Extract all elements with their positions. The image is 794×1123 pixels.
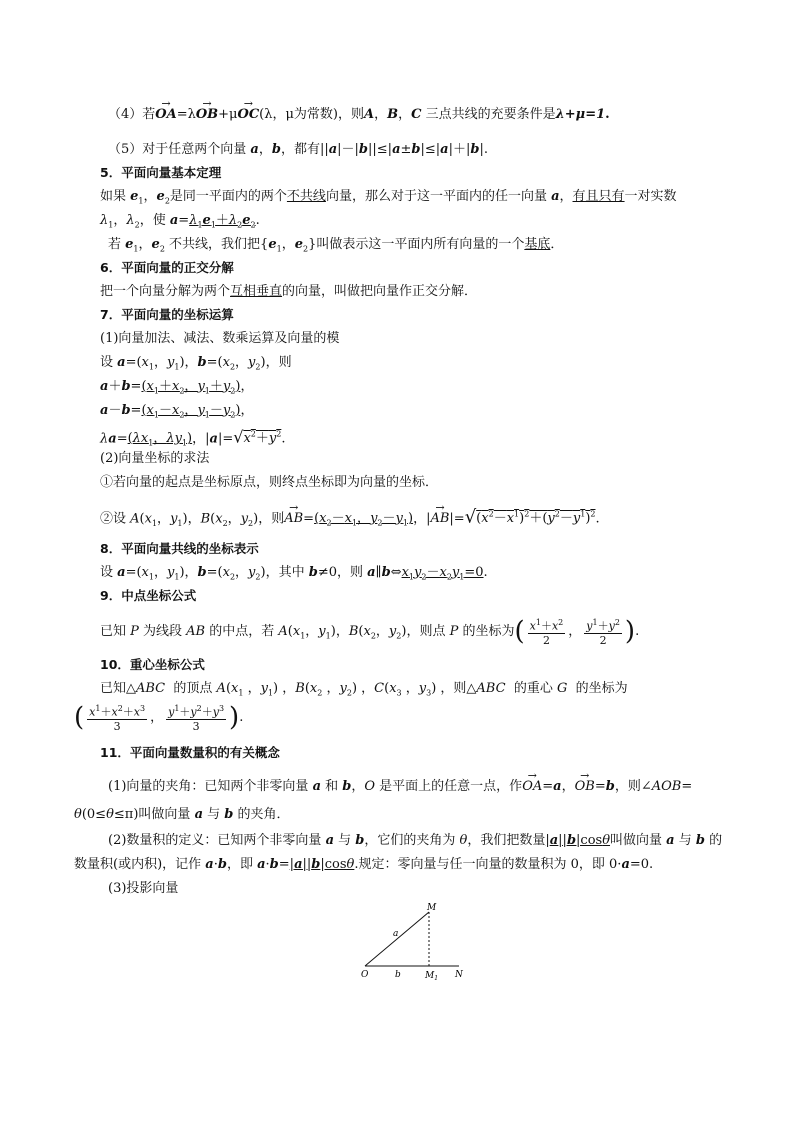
label-b: b xyxy=(395,970,401,980)
para-5b: $\lambda_1$，$\lambda_2$，使 $a=\lambda_1e_1+\lambda_2e_2$. xyxy=(100,213,260,230)
heading-7: 7．平面向量的坐标运算 xyxy=(100,307,234,322)
para-6: 把一个向量分解为两个互相垂直的向量，叫做把向量作正交分解． xyxy=(100,284,478,299)
label-a: a xyxy=(393,929,399,939)
heading-5: 5．平面向量基本定理 xyxy=(100,165,222,180)
para-10a: 已知△ABC 的顶点 $A(x_1$ ，$y_1$) ，$B(x_2$ ，$y_2$) ，$C(x_3$ ，$y_3$) ，则△ABC 的重心 G 的坐标为 xyxy=(100,681,628,698)
para-5c: 若 $e_1$，$e_2$ 不共线，我们把{$e_1$，$e_2$}叫做表示这一平面内所有向量的一个基底． xyxy=(108,237,564,254)
para-11b: θ(0≤θ≤π)叫做向量 a 与 b 的夹角． xyxy=(74,807,290,822)
para-11e: (3)投影向量 xyxy=(108,881,179,896)
para-11d: 数量积(或内积)，记作 a·b，即 a·b=|a||b|cosθ.规定：零向量与任一向量的数量积为 0，即 0·a=0. xyxy=(74,857,654,872)
label-O: O xyxy=(361,970,369,980)
heading-11: 11．平面向量数量积的有关概念 xyxy=(100,745,280,760)
item-5: （5）对于任意两个向量 a，b，都有||a|－|b||≤|a±b|≤|a|＋|b|. xyxy=(108,142,488,157)
para-7b: 设 $a=(x_1$，$y_1$)，$b=(x_2$，$y_2$)，则 xyxy=(100,355,292,372)
para-7f: (2)向量坐标的求法 xyxy=(100,451,210,466)
para-7c: $a+b=(x_1+x_2$，$y_1+y_2$)， xyxy=(100,379,254,396)
para-11a: (1)向量的夹角：已知两个非零向量 a 和 b，O 是平面上的任意一点，作→ OA=a，→ OB=b，则∠AOB= xyxy=(108,778,692,796)
heading-9: 9．中点坐标公式 xyxy=(100,588,197,603)
para-7g: ①若向量的起点是坐标原点，则终点坐标即为向量的坐标． xyxy=(100,475,439,490)
para-5a: 如果 $e_1$，$e_2$是同一平面内的两个不共线向量，那么对于这一平面内的任一向量 a，有且只有一对实数 xyxy=(100,189,677,206)
para-7d: $a-b=(x_1-x_2$，$y_1-y_2$)， xyxy=(100,403,254,420)
label-M1: $M_1$ xyxy=(425,971,439,982)
item-4: （4）若→ OA=λ→ OB+μ→ OC(λ，μ为常数)，则A，B，C 三点共线的充要条件是λ+μ=1. xyxy=(108,106,610,124)
para-7a: (1)向量加法、减法、数乘运算及向量的模 xyxy=(100,331,340,346)
para-11c: (2)数量积的定义：已知两个非零向量 a 与 b，它们的夹角为 θ，我们把数量|a||b|cosθ叫做向量 a 与 b 的 xyxy=(108,833,723,848)
label-M: M xyxy=(427,903,437,913)
heading-6: 6．平面向量的正交分解 xyxy=(100,260,234,275)
para-10b: ( $\frac{x^1+x^2+x^3}{3}$ ， $\frac{y^1+y^2+y^3}{3}$ ). xyxy=(74,702,244,733)
heading-8: 8．平面向量共线的坐标表示 xyxy=(100,541,259,556)
para-7e: $\lambda a=(\lambda x_1$，$\lambda y_1$)，$|a|=√x^2+y^2$. xyxy=(100,427,286,448)
para-9: 已知 P 为线段 AB 的中点，若 $A(x_1$，$y_1$)，$B(x_2$，$y_2$)，则点 P 的坐标为( $\frac{x^1+x^2}{2}$ ， $\frac{y^1+y^2}{2}$ ). xyxy=(100,616,640,647)
para-7h: ②设 $A(x_1$，$y_1$)，$B(x_2$，$y_2$)，则→ $AB=(x_2-x_1$，$y_2-y_1$)，|→ $AB|=√(x^2-x^1)^2+(y^2-y^1)^2$. xyxy=(100,506,600,533)
projection-figure xyxy=(355,902,475,982)
segment-OM xyxy=(365,912,429,966)
para-8: 设 $a=(x_1$，$y_1$)，$b=(x_2$，$y_2$)，其中 b≠0，则 $a\parallel b\Leftrightarrow x_1y_2-x_2y_1=0$. xyxy=(100,565,488,582)
heading-10: 10．重心坐标公式 xyxy=(100,657,205,672)
label-N: N xyxy=(455,970,463,980)
